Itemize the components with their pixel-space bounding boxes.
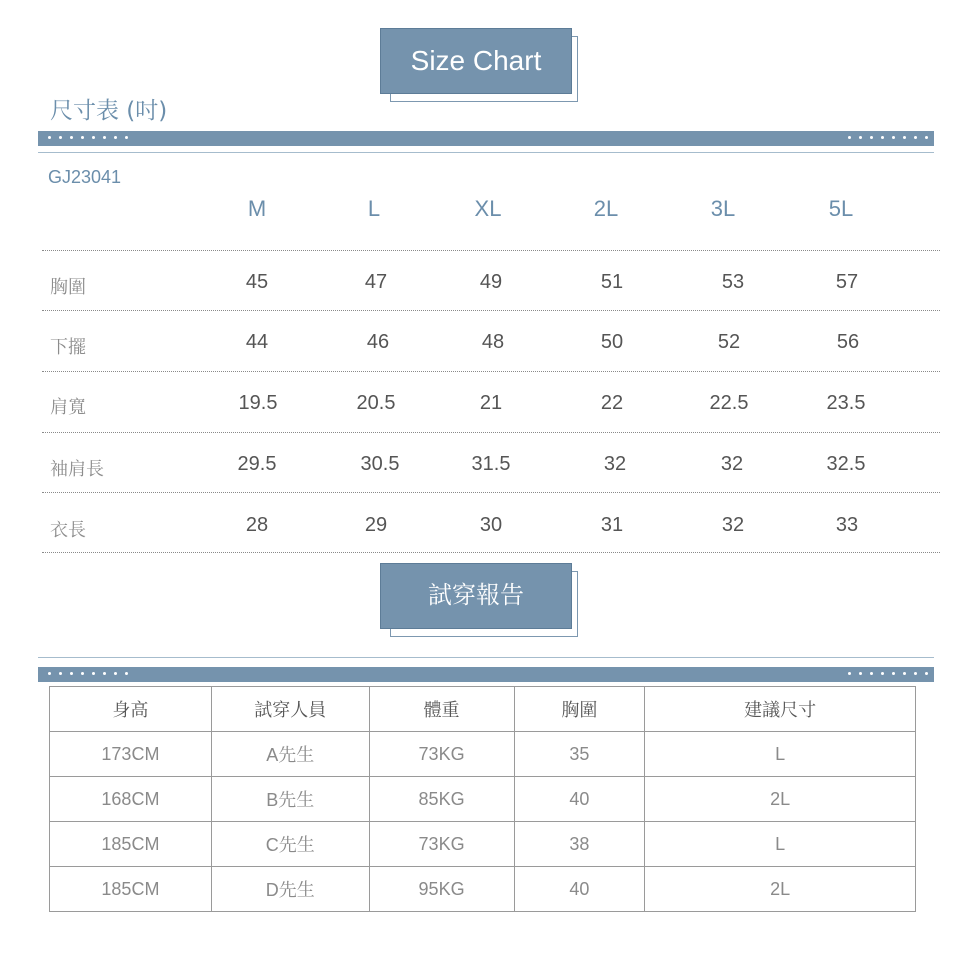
measure-value: 30.5 (360, 453, 400, 475)
measure-value: 32.5 (826, 453, 866, 475)
band-dots-right (848, 672, 928, 676)
measure-value: 21 (479, 392, 503, 414)
band-dots-right (848, 136, 928, 140)
trial-report-title-box (380, 563, 572, 629)
row-divider (42, 310, 940, 311)
table-cell: 168CM (50, 777, 212, 822)
measure-value: 53 (721, 271, 745, 293)
measure-label-sleeve: 袖肩長 (50, 459, 104, 480)
measure-value: 30 (479, 514, 503, 536)
table-row (50, 822, 916, 867)
product-code: GJ23041 (48, 167, 122, 187)
table-cell: 185CM (50, 822, 212, 867)
measure-value: 20.5 (356, 392, 396, 414)
table-header-cell: 胸圍 (514, 687, 645, 732)
row-divider (42, 492, 940, 493)
measure-value: 28 (245, 514, 269, 536)
band-dots-left (48, 672, 128, 676)
row-divider (42, 371, 940, 372)
measure-value: 31 (600, 514, 624, 536)
row-divider (42, 250, 940, 251)
measure-value: 57 (835, 271, 859, 293)
measure-value: 29 (364, 514, 388, 536)
table-cell: 40 (514, 867, 645, 912)
table-header-row (50, 687, 916, 732)
table-header-cell: 體重 (369, 687, 514, 732)
unit-label: 尺寸表 (吋) (50, 98, 168, 124)
table-cell: 85KG (369, 777, 514, 822)
measure-value: 33 (835, 514, 859, 536)
table-row (50, 732, 916, 777)
row-divider (42, 552, 940, 553)
measure-value: 47 (364, 271, 388, 293)
measure-value: 52 (717, 331, 741, 353)
table-header-cell: 身高 (50, 687, 212, 732)
table-cell: B先生 (211, 777, 369, 822)
table-cell: 185CM (50, 867, 212, 912)
measure-value: 49 (479, 271, 503, 293)
table-cell: L (645, 822, 916, 867)
table-cell: 73KG (369, 732, 514, 777)
size-header: M (247, 196, 267, 221)
table-row (50, 867, 916, 912)
size-header: 2L (593, 196, 619, 221)
measure-value: 22 (600, 392, 624, 414)
measure-value: 48 (481, 331, 505, 353)
table-row (50, 777, 916, 822)
table-cell: 2L (645, 777, 916, 822)
measure-value: 45 (245, 271, 269, 293)
band-dots-left (48, 136, 128, 140)
measure-value: 32 (603, 453, 627, 475)
header-band-line (38, 152, 934, 153)
trial-band (38, 667, 934, 682)
table-cell: 95KG (369, 867, 514, 912)
table-cell: A先生 (211, 732, 369, 777)
table-header-cell: 建議尺寸 (645, 687, 916, 732)
measure-value: 32 (720, 453, 744, 475)
table-cell: 38 (514, 822, 645, 867)
size-header: 3L (710, 196, 736, 221)
table-cell: L (645, 732, 916, 777)
table-cell: C先生 (211, 822, 369, 867)
measure-value: 23.5 (826, 392, 866, 414)
measure-value: 44 (245, 331, 269, 353)
table-cell: 35 (514, 732, 645, 777)
trial-report-title: 試穿報告 (380, 563, 572, 629)
measure-label-length: 衣長 (50, 520, 86, 541)
trial-band-line (38, 657, 934, 658)
measure-value: 19.5 (238, 392, 278, 414)
measure-value: 32 (721, 514, 745, 536)
measure-label-hem: 下擺 (50, 337, 86, 358)
size-header: XL (474, 196, 502, 221)
size-chart-title: Size Chart (380, 28, 572, 94)
table-cell: D先生 (211, 867, 369, 912)
size-header: 5L (828, 196, 854, 221)
header-band (38, 131, 934, 146)
size-header: L (367, 196, 381, 221)
table-cell: 73KG (369, 822, 514, 867)
measure-value: 56 (836, 331, 860, 353)
trial-report-table (49, 686, 916, 912)
measure-value: 50 (600, 331, 624, 353)
measure-value: 29.5 (237, 453, 277, 475)
size-chart-title-box (380, 28, 572, 94)
table-cell: 40 (514, 777, 645, 822)
measure-value: 22.5 (709, 392, 749, 414)
measure-value: 46 (366, 331, 390, 353)
table-header-cell: 試穿人員 (211, 687, 369, 732)
measure-label-shoulder: 肩寬 (50, 397, 86, 418)
measure-value: 31.5 (471, 453, 511, 475)
row-divider (42, 432, 940, 433)
measure-value: 51 (600, 271, 624, 293)
table-cell: 2L (645, 867, 916, 912)
measure-label-chest: 胸圍 (50, 277, 86, 298)
table-cell: 173CM (50, 732, 212, 777)
